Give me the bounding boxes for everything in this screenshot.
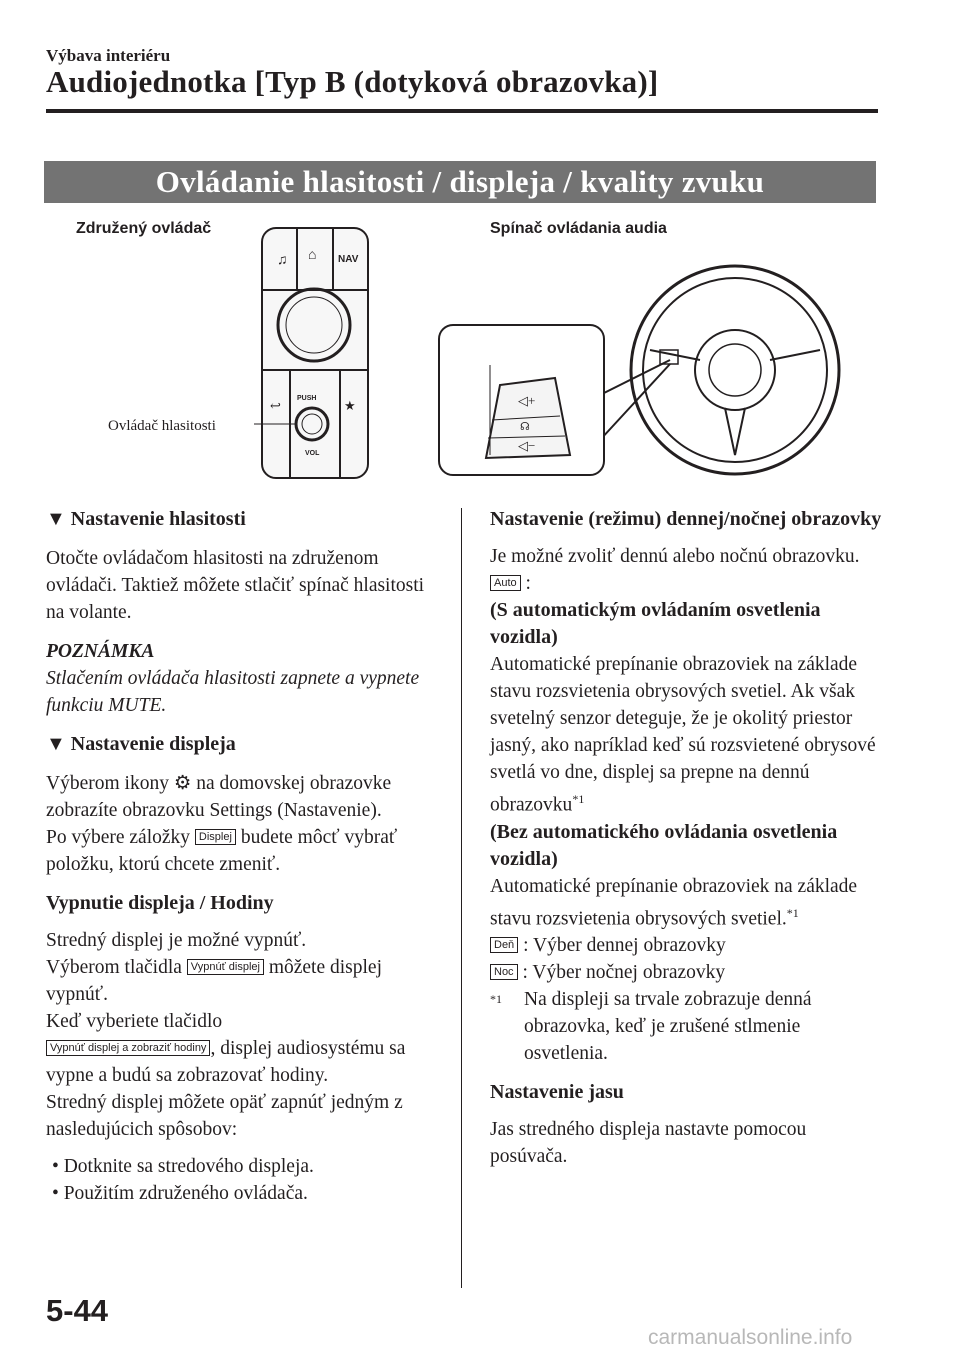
vypnut-displej-button[interactable]: Vypnúť displej: [187, 959, 264, 975]
den-button[interactable]: Deň: [490, 937, 518, 953]
display-off-text-4: Vypnúť displej a zobraziť hodiny , displej audiosystému sa vypne a budú sa zobrazovať hodiny.: [46, 1038, 406, 1086]
bullet-item: • Použitím združeného ovládača.: [52, 1183, 308, 1204]
note-title: POZNÁMKA: [46, 641, 155, 662]
heading-volume: ▼ Nastavenie hlasitosti: [46, 508, 246, 530]
figure-label-commander: Združený ovládač: [76, 220, 212, 237]
display-off-text-5: Stredný displej môžete opäť zapnúť jedným z nasledujúcich spôsobov:: [46, 1092, 403, 1140]
note-text: Stlačením ovládača hlasitosti zapnete a vypnete funkciu MUTE.: [46, 668, 420, 716]
figure-label-audio-switch: Spínač ovládania audia: [490, 220, 667, 237]
volume-up-icon: ◁+: [518, 393, 536, 408]
chapter-title: Audiojednotka [Typ B (dotyková obrazovka)]: [46, 64, 659, 99]
music-icon: ♫: [277, 253, 288, 268]
heading-display: ▼ Nastavenie displeja: [46, 733, 236, 755]
vypnut-displej-hodiny-button[interactable]: Vypnúť displej a zobraziť hodiny: [46, 1040, 210, 1056]
controls-figure: [0, 0, 960, 500]
auto-without-paragraph: Automatické prepínanie obrazoviek na základe stavu rozsvietenia obrysových svetiel.$^{*1}$: [490, 875, 858, 929]
steering-wheel-illustration: [600, 266, 839, 474]
heading-auto-without: (Bez automatického ovládania osvetlenia vozidla): [490, 820, 838, 870]
display-off-text-2: Výberom tlačidla Vypnúť displej môžete displej vypnúť.: [46, 957, 383, 1005]
display-off-text-3: Keď vyberiete tlačidlo: [46, 1011, 223, 1032]
footnote: $^{*1}$ Na displeji sa trvale zobrazuje denná obrazovka, keď je zrušené stlmenie osvetlenia.: [490, 989, 812, 1064]
brightness-paragraph: Jas stredného displeja nastavte pomocou posúvača.: [490, 1119, 807, 1167]
volume-down-icon: ◁−: [518, 438, 536, 453]
nav-label: NAV: [338, 254, 359, 265]
display-off-text-1: Stredný displej je možné vypnúť.: [46, 930, 307, 951]
den-line: Deň : Výber dennej obrazovky: [490, 932, 882, 959]
commander-unit-illustration: [254, 228, 368, 478]
right-column: [490, 506, 882, 1170]
displej-button[interactable]: Displej: [195, 829, 236, 845]
section-title: Výbava interiéru: [46, 46, 171, 65]
watermark: carmanualsonline.info: [648, 1326, 853, 1349]
settings-gear-icon: ⚙: [173, 773, 192, 794]
push-label: PUSH: [297, 395, 317, 402]
left-column: [46, 506, 441, 1207]
auto-with-paragraph: Automatické prepínanie obrazoviek na základe stavu rozsvietenia obrysových svetiel. Ak však svetelný senzor deteguje, že je okolitý priestor jasný, ako napríklad keď sú rozsvietené obrysové svetlá vo dne, displej sa prepne na dennú obrazovku$^{*1}$: [490, 654, 876, 816]
column-divider: [461, 508, 462, 1288]
display-tab-paragraph: Po výbere záložky Displej budete môcť vybrať položku, ktorú chcete zmeniť.: [46, 827, 398, 875]
home-icon: ⌂: [308, 248, 317, 263]
heading-auto-with: (S automatickým ovládaním osvetlenia vozidla): [490, 599, 821, 648]
auto-button[interactable]: Auto: [490, 575, 521, 591]
voice-icon: ☊: [520, 421, 530, 433]
day-night-paragraph: Je možné zvoliť dennú alebo nočnú obrazovku.: [490, 546, 860, 567]
section-banner: Ovládanie hlasitosti / displeja / kvality zvuku: [44, 161, 876, 203]
favorite-icon: ★: [344, 398, 356, 413]
heading-display-off: Vypnutie displeja / Hodiny: [46, 892, 274, 914]
back-icon: ↩: [270, 398, 281, 413]
noc-line: Noc : Výber nočnej obrazovky: [490, 959, 882, 986]
heading-day-night: Nastavenie (režimu) dennej/nočnej obrazovky: [490, 508, 882, 530]
noc-button[interactable]: Noc: [490, 964, 518, 980]
callout-volume-knob: Ovládač hlasitosti: [108, 418, 216, 434]
bullet-item: • Dotknite sa stredového displeja.: [52, 1156, 314, 1177]
heading-brightness: Nastavenie jasu: [490, 1081, 624, 1103]
page-number: 5-44: [46, 1293, 109, 1328]
auto-line: Auto :: [490, 570, 882, 597]
vol-label: VOL: [305, 450, 320, 457]
volume-paragraph: Otočte ovládačom hlasitosti na združenom ovládači. Taktiež môžete stlačiť spínač hlasitosti na volante.: [46, 548, 425, 623]
display-paragraph: Výberom ikony ⚙ na domovskej obrazovke zobrazíte obrazovku Settings (Nastavenie).: [46, 773, 392, 821]
